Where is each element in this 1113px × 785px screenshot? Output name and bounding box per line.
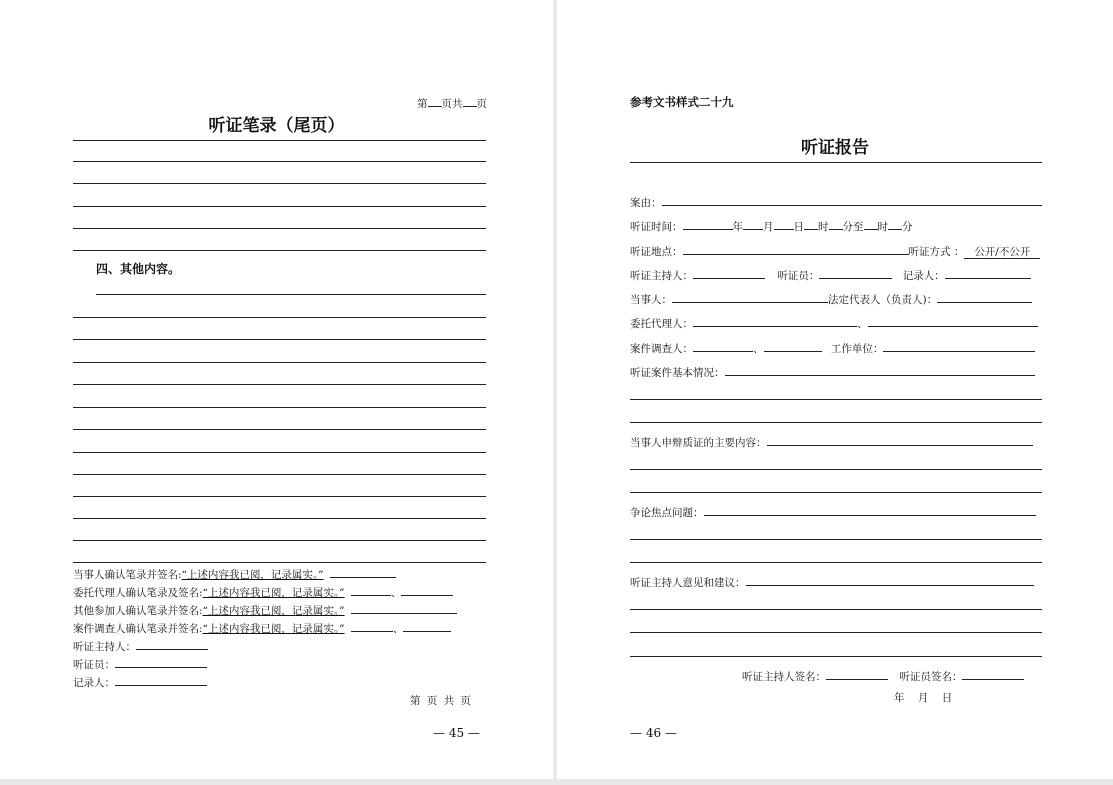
work-unit-label: 工作单位： bbox=[830, 343, 884, 355]
legal-rep-field[interactable] bbox=[937, 291, 1032, 303]
party-confirm-quote: “上述内容我已阅，记录属实。” bbox=[181, 569, 324, 581]
host-label: 听证主持人： bbox=[73, 641, 136, 653]
agent-confirm-row bbox=[73, 584, 453, 600]
writing-line[interactable] bbox=[630, 539, 1042, 540]
basic-situation-field[interactable] bbox=[725, 364, 1035, 376]
staff-row bbox=[630, 267, 1031, 283]
method-field[interactable]: 公开/不公开 bbox=[964, 245, 1040, 259]
party-confirm-label: 当事人确认笔录并签名: bbox=[73, 569, 182, 581]
page-left bbox=[0, 0, 553, 779]
investigator-confirm-row bbox=[73, 620, 451, 636]
party-signature-blank[interactable] bbox=[330, 566, 396, 578]
record-line[interactable] bbox=[73, 228, 486, 229]
investigator-row bbox=[630, 340, 1035, 356]
record-line[interactable] bbox=[73, 452, 486, 453]
agent-signature-blank-1[interactable] bbox=[351, 584, 391, 596]
record-line[interactable] bbox=[73, 496, 486, 497]
investigator-sep: 、 bbox=[753, 343, 764, 355]
writing-line[interactable] bbox=[630, 422, 1042, 423]
writing-line[interactable] bbox=[630, 492, 1042, 493]
recorder-row bbox=[73, 674, 207, 690]
day-field[interactable] bbox=[774, 218, 794, 230]
place-field[interactable] bbox=[683, 243, 909, 255]
page-title: 听证笔录（尾页） bbox=[208, 116, 345, 136]
title-rule bbox=[630, 162, 1042, 163]
recorder-label: 记录人： bbox=[73, 677, 115, 689]
party-field[interactable] bbox=[672, 291, 828, 303]
host-signature-blank[interactable] bbox=[136, 638, 208, 650]
record-line[interactable] bbox=[73, 474, 486, 475]
minute-end-field[interactable] bbox=[888, 218, 902, 230]
legal-rep-label: 法定代表人（负责人)： bbox=[828, 294, 938, 306]
record-line[interactable] bbox=[73, 429, 486, 430]
signature-row bbox=[742, 668, 1024, 684]
year-field[interactable] bbox=[683, 218, 733, 230]
agent-field-1[interactable] bbox=[693, 315, 857, 327]
minute-field[interactable] bbox=[829, 218, 843, 230]
case-row bbox=[630, 194, 1042, 210]
investigator-field-1[interactable] bbox=[693, 340, 753, 352]
investigator-confirm-label: 案件调查人确认笔录并签名: bbox=[73, 623, 203, 635]
officer-sign-field[interactable] bbox=[962, 668, 1024, 680]
opinion-row bbox=[630, 574, 1034, 590]
work-unit-field[interactable] bbox=[883, 340, 1035, 352]
method-label: 听证方式 ： bbox=[908, 246, 965, 258]
writing-line[interactable] bbox=[630, 562, 1042, 563]
focus-row bbox=[630, 504, 1036, 520]
time-row bbox=[630, 218, 913, 234]
record-line[interactable] bbox=[73, 250, 486, 251]
party-row bbox=[630, 291, 1032, 307]
writing-line[interactable] bbox=[630, 609, 1042, 610]
officer-signature-blank[interactable] bbox=[115, 656, 207, 668]
agent-sep: 、 bbox=[857, 318, 868, 330]
page-title: 听证报告 bbox=[801, 138, 869, 158]
year-label: 年 bbox=[732, 221, 743, 233]
agent-field-2[interactable] bbox=[868, 315, 1038, 327]
record-line[interactable] bbox=[73, 317, 486, 318]
defense-row bbox=[630, 434, 1033, 450]
page-counter-ye: 页 bbox=[476, 98, 487, 110]
recorder-field[interactable] bbox=[945, 267, 1031, 279]
hour-field[interactable] bbox=[804, 218, 818, 230]
page-current-blank[interactable] bbox=[428, 95, 442, 107]
month-label: 月 bbox=[763, 221, 774, 233]
minute-to-label: 分至 bbox=[842, 221, 864, 233]
officer-field[interactable] bbox=[819, 267, 892, 279]
officer-sign-label: 听证员签名： bbox=[899, 671, 963, 683]
hour-end-label: 时 bbox=[877, 221, 888, 233]
investigator-signature-blank-2[interactable] bbox=[403, 620, 451, 632]
record-line[interactable] bbox=[73, 407, 486, 408]
officer-label: 听证员： bbox=[777, 270, 820, 282]
officer-label: 听证员： bbox=[73, 659, 115, 671]
page-total-blank[interactable] bbox=[463, 95, 477, 107]
page-number: — 45 — bbox=[433, 726, 480, 740]
writing-line[interactable] bbox=[630, 632, 1042, 633]
case-field[interactable] bbox=[662, 194, 1042, 206]
other-participant-confirm-row bbox=[73, 602, 457, 618]
focus-label: 争论焦点问题： bbox=[630, 507, 704, 519]
date-line: 年 月 日 bbox=[894, 692, 953, 704]
record-line[interactable] bbox=[73, 339, 486, 340]
page-footer: 第 页 共 页 bbox=[410, 695, 472, 707]
case-label: 案由： bbox=[630, 197, 662, 209]
month-field[interactable] bbox=[743, 218, 763, 230]
record-line[interactable] bbox=[73, 183, 486, 184]
investigator-field-2[interactable] bbox=[764, 340, 822, 352]
recorder-label: 记录人： bbox=[902, 270, 945, 282]
hour-end-field[interactable] bbox=[864, 218, 878, 230]
record-line[interactable] bbox=[73, 362, 486, 363]
record-line[interactable] bbox=[73, 206, 486, 207]
host-field[interactable] bbox=[693, 267, 765, 279]
other-confirm-label: 其他参加人确认笔录并签名: bbox=[73, 605, 203, 617]
host-sign-label: 听证主持人签名： bbox=[742, 671, 826, 683]
record-line[interactable] bbox=[73, 562, 486, 563]
place-row bbox=[630, 243, 1040, 259]
agent-row bbox=[630, 315, 1038, 331]
officer-row bbox=[73, 656, 207, 672]
record-line[interactable] bbox=[73, 140, 486, 141]
form-reference: 参考文书样式二十九 bbox=[630, 95, 734, 109]
party-confirm-row bbox=[73, 566, 396, 582]
focus-field[interactable] bbox=[704, 504, 1036, 516]
page-right bbox=[557, 0, 1113, 779]
page-counter-di: 第 bbox=[417, 98, 428, 110]
section-four-heading: 四、其他内容。 bbox=[96, 262, 181, 276]
page-counter-yegong: 页共 bbox=[441, 98, 463, 110]
page-number: — 46 — bbox=[630, 726, 677, 740]
investigator-label: 案件调查人： bbox=[630, 343, 693, 355]
agent-confirm-label: 委托代理人确认笔录及签名: bbox=[73, 587, 203, 599]
defense-field[interactable] bbox=[767, 434, 1033, 446]
host-row bbox=[73, 638, 208, 654]
investigator-sep: 、 bbox=[392, 623, 404, 635]
party-label: 当事人： bbox=[630, 294, 672, 306]
hour-label: 时 bbox=[818, 221, 829, 233]
agent-label: 委托代理人： bbox=[630, 318, 693, 330]
minute-end-label: 分 bbox=[902, 221, 913, 233]
agent-signature-blank-2[interactable] bbox=[401, 584, 453, 596]
host-label: 听证主持人： bbox=[630, 270, 693, 282]
time-label: 听证时间： bbox=[630, 221, 683, 233]
record-line[interactable] bbox=[73, 161, 486, 162]
other-signature-blank[interactable] bbox=[351, 602, 457, 614]
record-line[interactable] bbox=[73, 384, 486, 385]
opinion-label: 听证主持人意见和建议： bbox=[630, 577, 746, 589]
place-label: 听证地点： bbox=[630, 246, 683, 258]
recorder-signature-blank[interactable] bbox=[115, 674, 207, 686]
host-sign-field[interactable] bbox=[826, 668, 888, 680]
basic-situation-label: 听证案件基本情况： bbox=[630, 367, 725, 379]
investigator-signature-blank-1[interactable] bbox=[351, 620, 393, 632]
investigator-confirm-quote: “上述内容我已阅，记录属实。” bbox=[202, 623, 345, 635]
writing-line[interactable] bbox=[630, 399, 1042, 400]
writing-line[interactable] bbox=[630, 656, 1042, 657]
writing-line[interactable] bbox=[630, 469, 1042, 470]
record-line[interactable] bbox=[73, 540, 486, 541]
day-label: 日 bbox=[793, 221, 804, 233]
basic-situation-row bbox=[630, 364, 1035, 380]
defense-label: 当事人申辩质证的主要内容： bbox=[630, 437, 767, 449]
agent-confirm-quote: “上述内容我已阅，记录属实。” bbox=[202, 587, 345, 599]
record-line[interactable] bbox=[96, 294, 486, 295]
opinion-field[interactable] bbox=[746, 574, 1034, 586]
page-counter bbox=[417, 95, 487, 111]
record-line[interactable] bbox=[73, 518, 486, 519]
other-confirm-quote: “上述内容我已阅，记录属实。” bbox=[202, 605, 345, 617]
agent-sep: 、 bbox=[390, 587, 402, 599]
